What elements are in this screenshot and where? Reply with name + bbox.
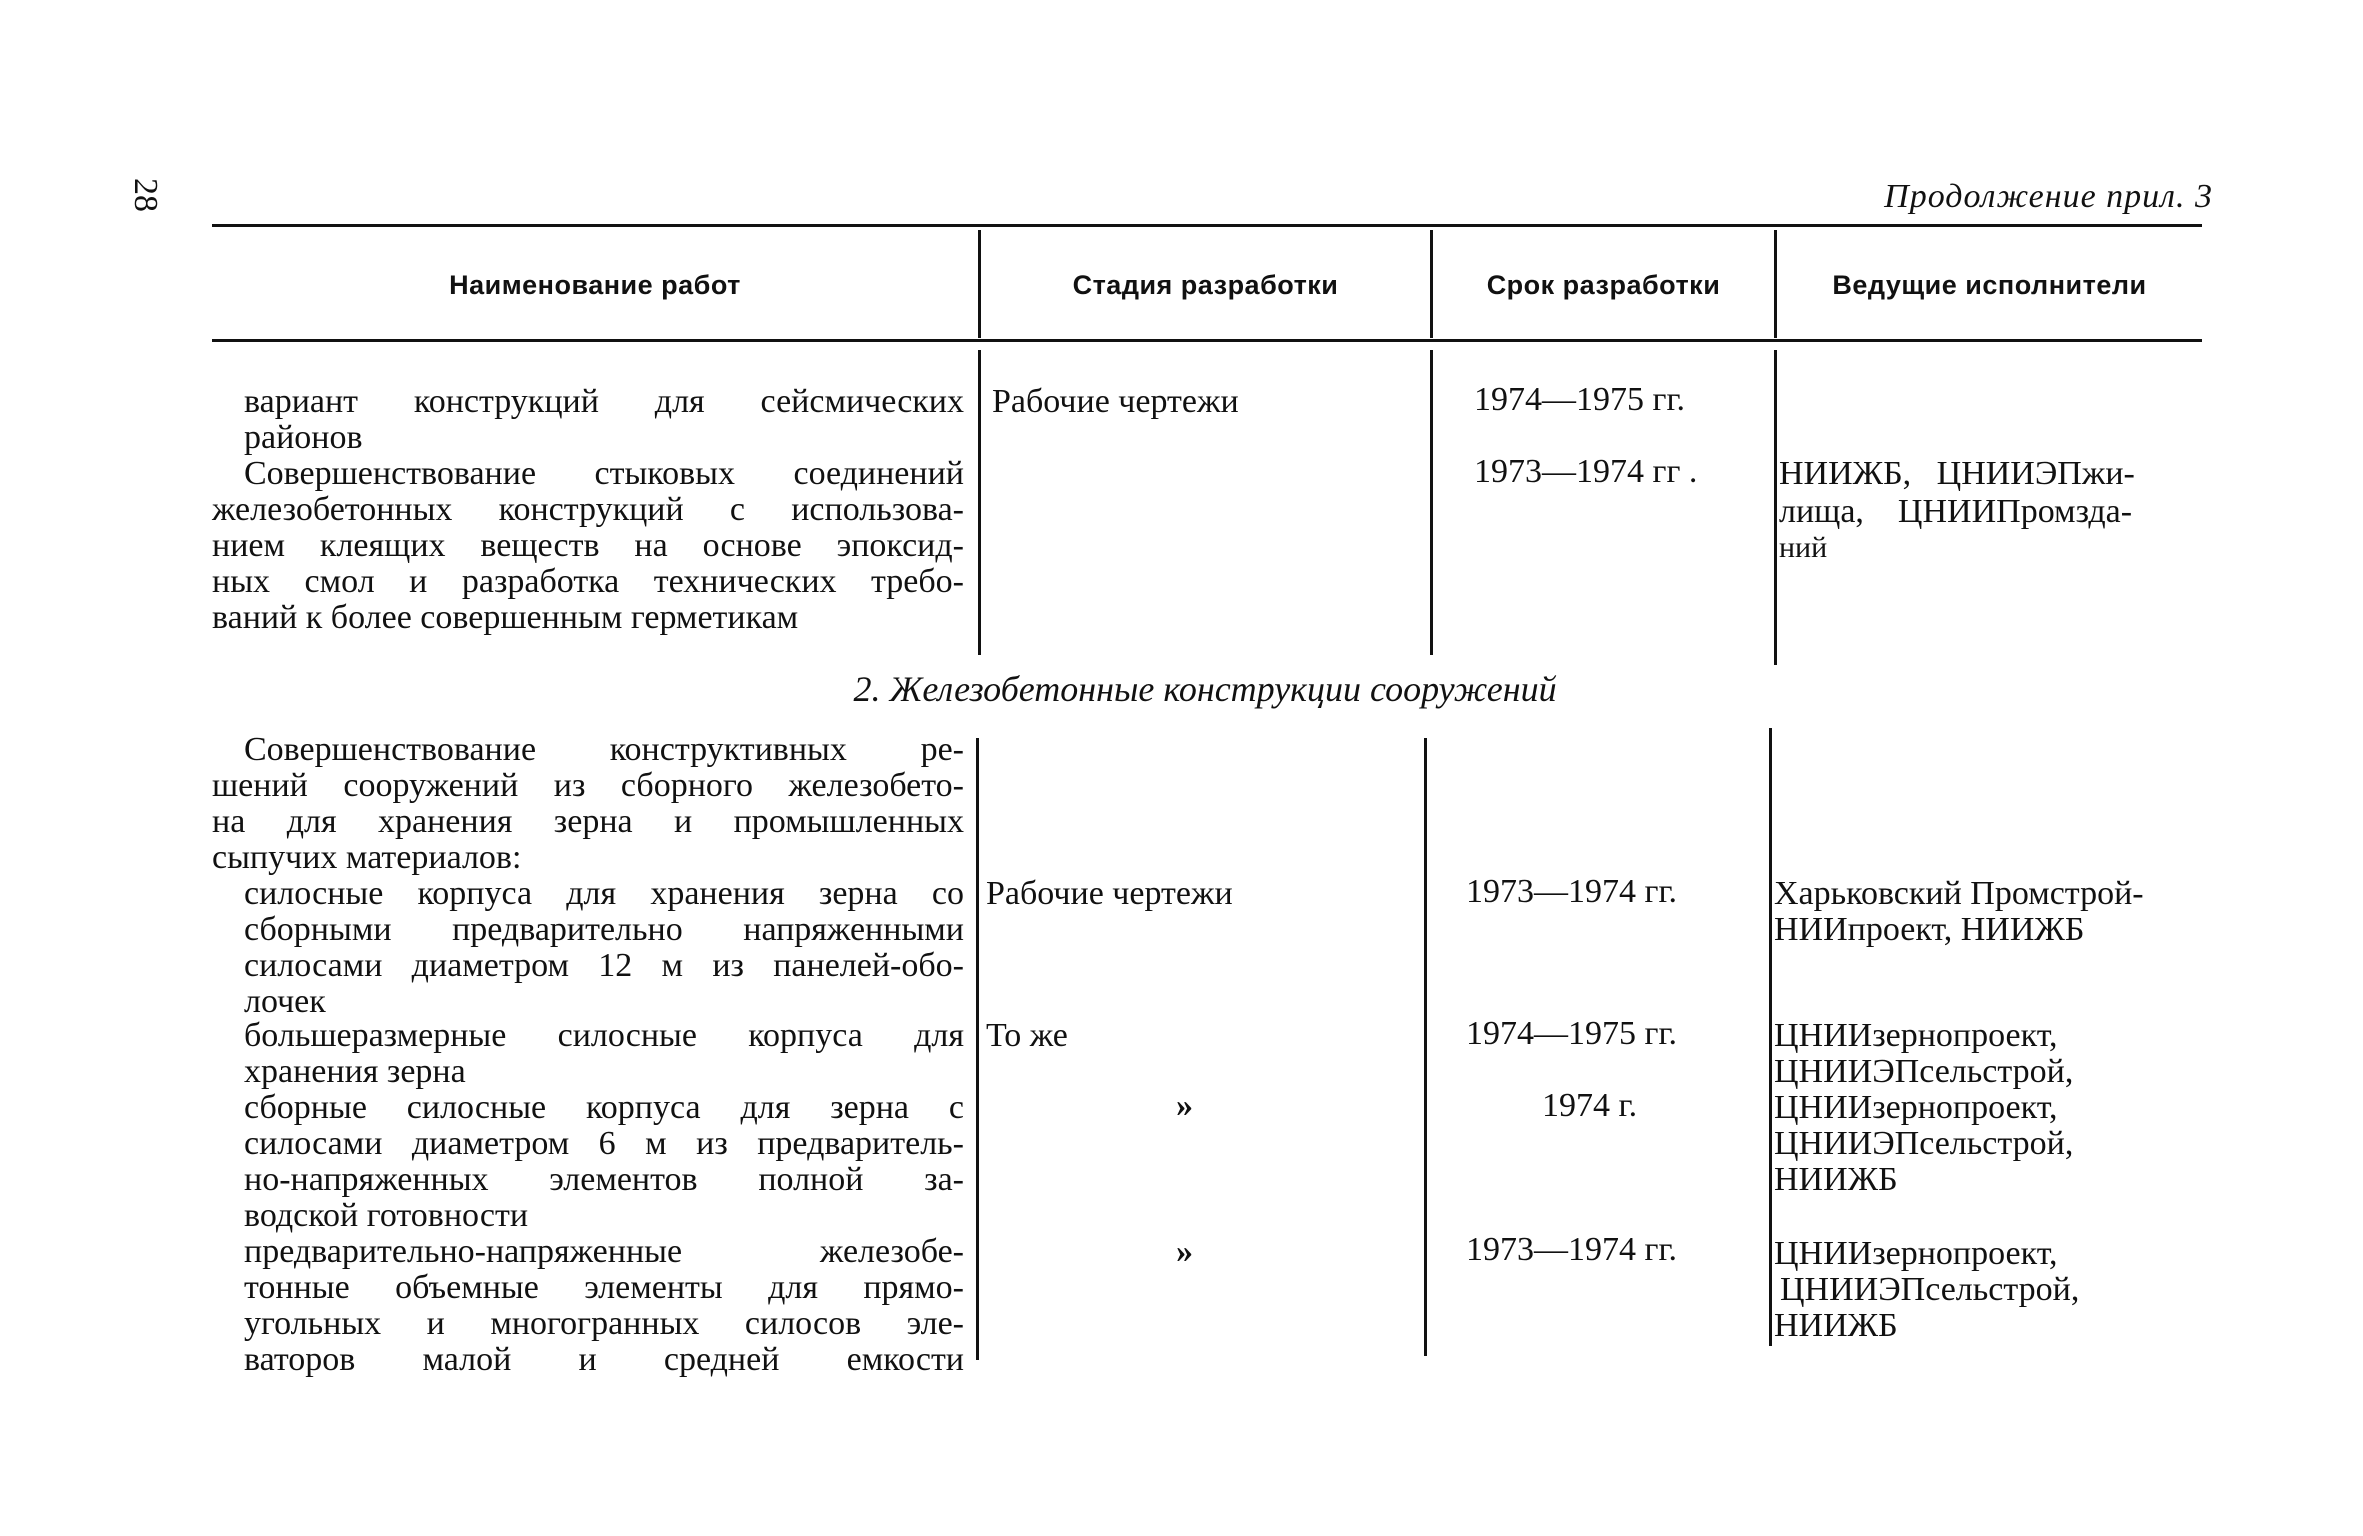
row-name-line: хранения зерна xyxy=(244,1053,466,1090)
row-name-line: большеразмерные силосные корпуса для xyxy=(244,1017,964,1054)
row-name-line: районов xyxy=(244,419,363,456)
table-header-bottom-rule xyxy=(212,339,2202,342)
row-name-line: угольных и многогранных силосов эле- xyxy=(244,1305,964,1342)
row-stage: Рабочие чертежи xyxy=(992,383,1239,420)
column-divider xyxy=(976,738,979,1360)
section-intro-line: сыпучих материалов: xyxy=(212,839,522,876)
row-stage: » xyxy=(1176,1087,1193,1124)
row-name-line: силосами диаметром 6 м из предваритель- xyxy=(244,1125,964,1162)
section-title: 2. Железобетонные конструкции сооружений xyxy=(853,669,1557,709)
row-name-line: сборными предварительно напряженными xyxy=(244,911,964,948)
row-name-line: водской готовности xyxy=(244,1197,529,1234)
row-executors-line: ЦНИИЭПсельстрой, xyxy=(1774,1125,2074,1162)
row-stage: То же xyxy=(986,1017,1068,1054)
header-executors: Ведущие исполнители xyxy=(1832,270,2147,300)
row-executors-line: НИИЖБ, ЦНИИЭПжи- xyxy=(1779,455,2135,492)
page-number: 28 xyxy=(127,178,164,212)
column-divider xyxy=(1769,728,1772,1346)
row-executors-line: НИИпроект, НИИЖБ xyxy=(1774,911,2085,948)
table-top-rule xyxy=(212,224,2202,227)
row-executors-line: ЦНИИзернопроект, xyxy=(1774,1017,2058,1054)
row-name-line: силосами диаметром 12 м из панелей-обо- xyxy=(244,947,964,984)
row-executors-line: ЦНИИзернопроект, xyxy=(1774,1089,2058,1126)
header-term: Срок разработки xyxy=(1486,270,1721,300)
row-executors-line: лища, ЦНИИПромзда- xyxy=(1779,493,2133,530)
row-term: 1973—1974 гг. xyxy=(1466,873,1678,910)
column-divider xyxy=(1430,350,1433,655)
row-name-line: ных смол и разработка технических требо- xyxy=(212,563,964,600)
column-divider xyxy=(978,350,981,655)
section-intro-line: на для хранения зерна и промышленных xyxy=(212,803,964,840)
row-name-line: Совершенствование стыковых соединений xyxy=(244,455,964,492)
row-name-line: тонные объемные элементы для прямо- xyxy=(244,1269,964,1306)
header-name: Наименование работ xyxy=(449,270,741,300)
column-divider xyxy=(1774,350,1777,665)
column-divider xyxy=(1424,738,1427,1356)
row-executors-line: НИИЖБ xyxy=(1774,1161,1898,1198)
row-term: 1973—1974 гг. xyxy=(1466,1231,1678,1268)
row-name-line: железобетонных конструкций с использова- xyxy=(212,491,964,528)
row-name-line: предварительно-напряженные железобе- xyxy=(244,1233,964,1270)
row-name-line: вариант конструкций для сейсмических xyxy=(244,383,964,420)
row-term: 1974—1975 гг. xyxy=(1474,381,1686,418)
row-stage: Рабочие чертежи xyxy=(986,875,1233,912)
row-name-line: но-напряженных элементов полной за- xyxy=(244,1161,964,1198)
section-intro-line: Совершенствование конструктивных ре- xyxy=(244,731,964,768)
row-name-line: сборные силосные корпуса для зерна с xyxy=(244,1089,964,1126)
row-executors-line: НИИЖБ xyxy=(1774,1307,1898,1344)
header-stage: Стадия разработки xyxy=(1072,270,1339,300)
row-executors-line: ЦНИИЭПсельстрой, xyxy=(1780,1271,2080,1308)
row-name-line: ваторов малой и средней емкости xyxy=(244,1341,964,1378)
row-name-line: ваний к более совершенным герметикам xyxy=(212,599,799,636)
row-executors-line: ЦНИИЭПсельстрой, xyxy=(1774,1053,2074,1090)
row-stage: » xyxy=(1176,1233,1193,1270)
row-term: 1973—1974 гг . xyxy=(1474,453,1698,490)
row-term: 1974 г. xyxy=(1542,1087,1638,1124)
row-executors-line: Харьковский Промстрой- xyxy=(1774,875,2144,912)
row-name-line: силосные корпуса для хранения зерна со xyxy=(244,875,964,912)
row-executors-line: ЦНИИзернопроект, xyxy=(1774,1235,2058,1272)
row-term: 1974—1975 гг. xyxy=(1466,1015,1678,1052)
row-name-line: нием клеящих веществ на основе эпоксид- xyxy=(212,527,964,564)
row-executors-line: ний xyxy=(1779,531,1828,564)
continuation-label: Продолжение прил. 3 xyxy=(1884,178,2213,215)
row-name-line: лочек xyxy=(244,983,326,1020)
section-intro-line: шений сооружений из сборного железобето- xyxy=(212,767,964,804)
